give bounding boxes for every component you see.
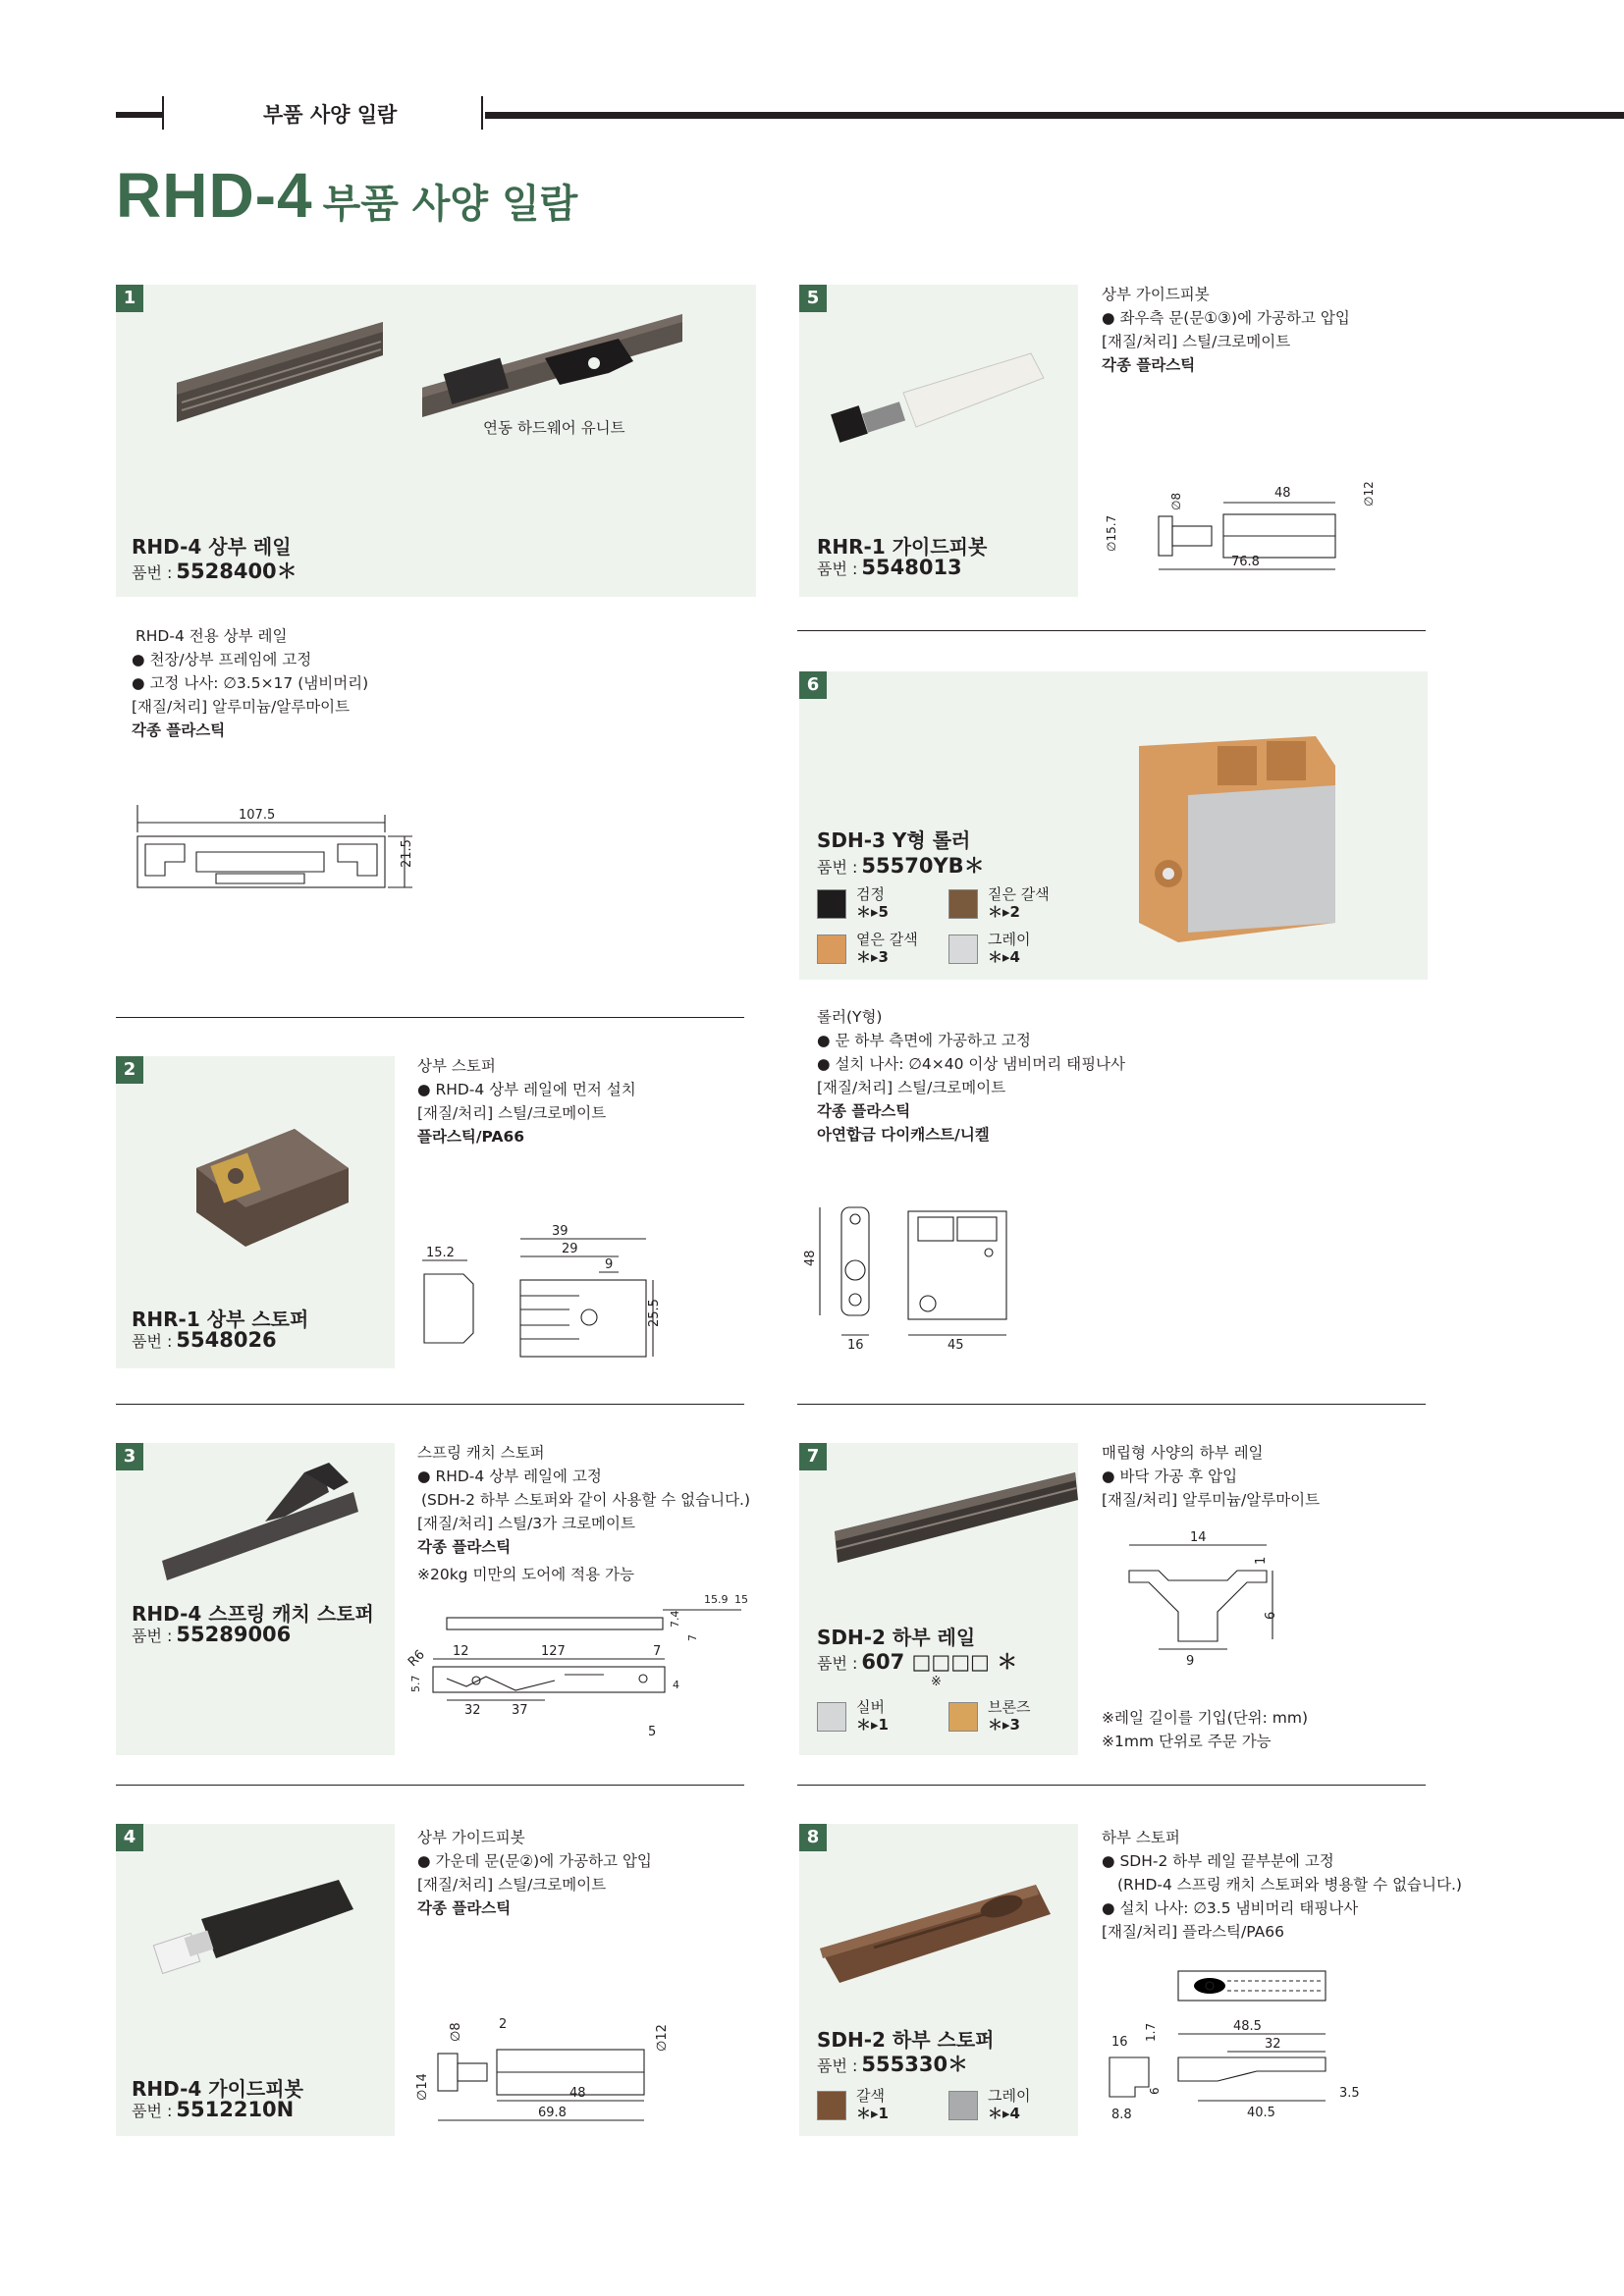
part-8-number: 8 xyxy=(799,1824,827,1851)
svg-text:∅8: ∅8 xyxy=(449,2022,463,2042)
part-4-description: 상부 가이드피봇 ● 가운데 문(문②)에 가공하고 압입 [재질/처리] 스틸/크로메이트 각종 플라스틱 xyxy=(417,1829,652,1917)
part-5-drawing xyxy=(1100,479,1375,587)
svg-text:32: 32 xyxy=(464,1703,481,1718)
svg-text:∅12: ∅12 xyxy=(655,2024,670,2052)
svg-text:9: 9 xyxy=(605,1257,614,1272)
part-8-stopper-image xyxy=(815,1865,1060,2002)
svg-text:29: 29 xyxy=(562,1242,578,1256)
svg-text:R6: R6 xyxy=(405,1647,428,1671)
part-8-description: 하부 스토퍼 ● SDH-2 하부 레일 끝부분에 고정 (RHD-4 스프링 캐치 스토퍼와 병용할 수 없습니다.) ● 설치 나사: ∅3.5 냄비머리 태핑나사 [재질/처리] 플라스틱/PA66 xyxy=(1102,1829,1462,1941)
svg-text:48.5: 48.5 xyxy=(1233,2019,1262,2034)
svg-text:32: 32 xyxy=(1265,2037,1281,2052)
svg-text:4: 4 xyxy=(673,1679,679,1691)
part-7-code-note: ※ xyxy=(931,1675,942,1689)
color-swatch xyxy=(948,2091,978,2120)
svg-text:∅12: ∅12 xyxy=(1362,481,1376,507)
part-6-code: 품번 : 55570YB＊ xyxy=(817,854,985,878)
color-swatch xyxy=(948,889,978,919)
svg-text:7.4: 7.4 xyxy=(669,1610,681,1628)
part-5-name: RHR-1 가이드피봇 xyxy=(817,535,988,559)
part-2-description: 상부 스토퍼 ● RHD-4 상부 레일에 먼저 설치 [재질/처리] 스틸/크로메이트 플라스틱/PA66 xyxy=(417,1057,636,1146)
svg-text:∅14: ∅14 xyxy=(415,2073,430,2101)
svg-text:48: 48 xyxy=(569,2086,586,2101)
divider xyxy=(797,1404,1426,1405)
header-tick-right xyxy=(481,96,483,130)
svg-text:21.5: 21.5 xyxy=(400,839,414,868)
svg-text:6: 6 xyxy=(1264,1611,1278,1620)
color-swatch xyxy=(817,2091,846,2120)
part-5-number: 5 xyxy=(799,285,827,312)
part-2-drawing xyxy=(412,1217,662,1364)
divider xyxy=(116,1404,744,1405)
part-3-catch-image xyxy=(157,1463,363,1610)
part-3-name: RHD-4 스프링 캐치 스토퍼 xyxy=(132,1602,374,1626)
svg-text:1: 1 xyxy=(1254,1556,1269,1565)
part-6-description: 롤러(Y형) ● 문 하부 측면에 가공하고 고정 ● 설치 나사: ∅4×40 이상 냄비머리 태핑나사 [재질/처리] 스틸/크로메이트 각종 플라스틱 아연합금 다이캐스트/니켈 xyxy=(817,1008,1126,1144)
svg-text:∅8: ∅8 xyxy=(1169,492,1183,510)
svg-text:14: 14 xyxy=(1190,1530,1207,1545)
svg-text:45: 45 xyxy=(947,1338,964,1353)
part-2-name: RHR-1 상부 스토퍼 xyxy=(132,1308,309,1331)
part-7-name: SDH-2 하부 레일 xyxy=(817,1626,976,1649)
part-4-code: 품번 : 5512210N xyxy=(132,2098,295,2121)
svg-text:5: 5 xyxy=(648,1725,657,1739)
page-title xyxy=(116,159,577,232)
color-swatch xyxy=(817,889,846,919)
page-title-code: RHD-4 xyxy=(116,160,313,231)
svg-text:2: 2 xyxy=(499,2017,508,2032)
part-3-number: 3 xyxy=(116,1443,143,1470)
part-4-drawing xyxy=(412,2002,687,2130)
header-rule-left xyxy=(116,112,163,118)
header-rule-right xyxy=(485,112,1624,119)
divider xyxy=(797,1785,1426,1786)
svg-text:15.9: 15.9 xyxy=(704,1593,729,1606)
part-8-code: 품번 : 555330＊ xyxy=(817,2053,969,2076)
part-6-number: 6 xyxy=(799,671,827,699)
color-swatch xyxy=(948,934,978,964)
svg-text:∅15.7: ∅15.7 xyxy=(1105,514,1118,552)
svg-text:9: 9 xyxy=(1186,1654,1195,1669)
svg-text:40.5: 40.5 xyxy=(1247,2106,1275,2120)
part-6-roller-image xyxy=(1129,726,1345,952)
svg-text:15: 15 xyxy=(734,1593,748,1606)
divider xyxy=(116,1785,744,1786)
part-1-name: RHD-4 상부 레일 xyxy=(132,535,292,559)
svg-text:8.8: 8.8 xyxy=(1111,2108,1132,2122)
part-4-number: 4 xyxy=(116,1824,143,1851)
header-tick-left xyxy=(162,96,164,130)
part-1-image-caption: 연동 하드웨어 유니트 xyxy=(483,419,625,437)
svg-text:1.7: 1.7 xyxy=(1144,2022,1158,2042)
part-7-rail-image xyxy=(835,1472,1080,1580)
part-1-number: 1 xyxy=(116,285,143,312)
divider xyxy=(797,630,1426,631)
svg-text:6: 6 xyxy=(1148,2087,1162,2095)
svg-text:69.8: 69.8 xyxy=(538,2106,567,2120)
part-4-pivot-image xyxy=(147,1880,363,1998)
part-7-drawing xyxy=(1100,1531,1296,1688)
color-swatch xyxy=(817,1702,846,1732)
header-section-title: 부품 사양 일람 xyxy=(263,103,398,127)
part-1-description: RHD-4 전용 상부 레일 ● 천장/상부 프레임에 고정 ● 고정 나사: ∅3.5×17 (냄비머리) [재질/처리] 알루미늄/알루마이트 각종 플라스틱 xyxy=(132,627,369,739)
svg-text:48: 48 xyxy=(803,1250,818,1266)
part-3-drawing xyxy=(407,1590,751,1747)
svg-text:5.7: 5.7 xyxy=(409,1675,422,1692)
part-1-code: 품번 : 5528400＊ xyxy=(132,560,298,583)
part-6-name: SDH-3 Y형 롤러 xyxy=(817,828,971,852)
part-7-description: 매립형 사양의 하부 레일 ● 바닥 가공 후 압입 [재질/처리] 알루미늄/알루마이트 xyxy=(1102,1444,1321,1509)
svg-text:16: 16 xyxy=(847,1338,864,1353)
part-5-pivot-image xyxy=(830,348,1065,456)
part-2-stopper-image xyxy=(187,1119,353,1256)
divider xyxy=(116,1017,744,1018)
color-swatch xyxy=(948,1702,978,1732)
part-6-drawing xyxy=(800,1198,1026,1355)
svg-text:7: 7 xyxy=(653,1644,662,1659)
svg-text:48: 48 xyxy=(1274,486,1291,501)
part-3-description: 스프링 캐치 스토퍼 ● RHD-4 상부 레일에 고정 (SDH-2 하부 스토퍼와 같이 사용할 수 없습니다.) [재질/처리] 스틸/3가 크로메이트 각종 플라스틱 ※20kg 미만의 도어에 적용 가능 xyxy=(417,1444,751,1583)
svg-text:3.5: 3.5 xyxy=(1339,2086,1360,2101)
part-8-drawing xyxy=(1100,1963,1375,2130)
svg-text:39: 39 xyxy=(552,1224,568,1239)
svg-text:76.8: 76.8 xyxy=(1231,555,1260,569)
part-2-number: 2 xyxy=(116,1056,143,1084)
svg-text:16: 16 xyxy=(1111,2035,1128,2050)
svg-text:25.5: 25.5 xyxy=(647,1299,662,1327)
part-5-description: 상부 가이드피봇 ● 좌우측 문(문①③)에 가공하고 압입 [재질/처리] 스틸/크로메이트 각종 플라스틱 xyxy=(1102,286,1350,374)
svg-text:15.2: 15.2 xyxy=(426,1246,455,1260)
part-7-notes: ※레일 길이를 기입(단위: mm) ※1mm 단위로 주문 가능 xyxy=(1102,1709,1309,1750)
part-7-code: 품번 : 607 □□□□ ＊ xyxy=(817,1650,1018,1674)
part-4-name: RHD-4 가이드피봇 xyxy=(132,2077,303,2101)
svg-text:127: 127 xyxy=(541,1644,566,1659)
part-5-code: 품번 : 5548013 xyxy=(817,556,962,579)
svg-text:7: 7 xyxy=(686,1634,699,1641)
color-swatch xyxy=(817,934,846,964)
page-title-text: 부품 사양 일람 xyxy=(322,182,578,227)
part-3-code: 품번 : 55289006 xyxy=(132,1623,292,1646)
svg-text:107.5: 107.5 xyxy=(239,808,276,823)
part-2-code: 품번 : 5548026 xyxy=(132,1328,277,1352)
svg-text:12: 12 xyxy=(453,1644,469,1659)
svg-text:37: 37 xyxy=(512,1703,528,1718)
part-7-number: 7 xyxy=(799,1443,827,1470)
part-1-drawing xyxy=(128,805,432,913)
part-8-name: SDH-2 하부 스토퍼 xyxy=(817,2028,995,2052)
